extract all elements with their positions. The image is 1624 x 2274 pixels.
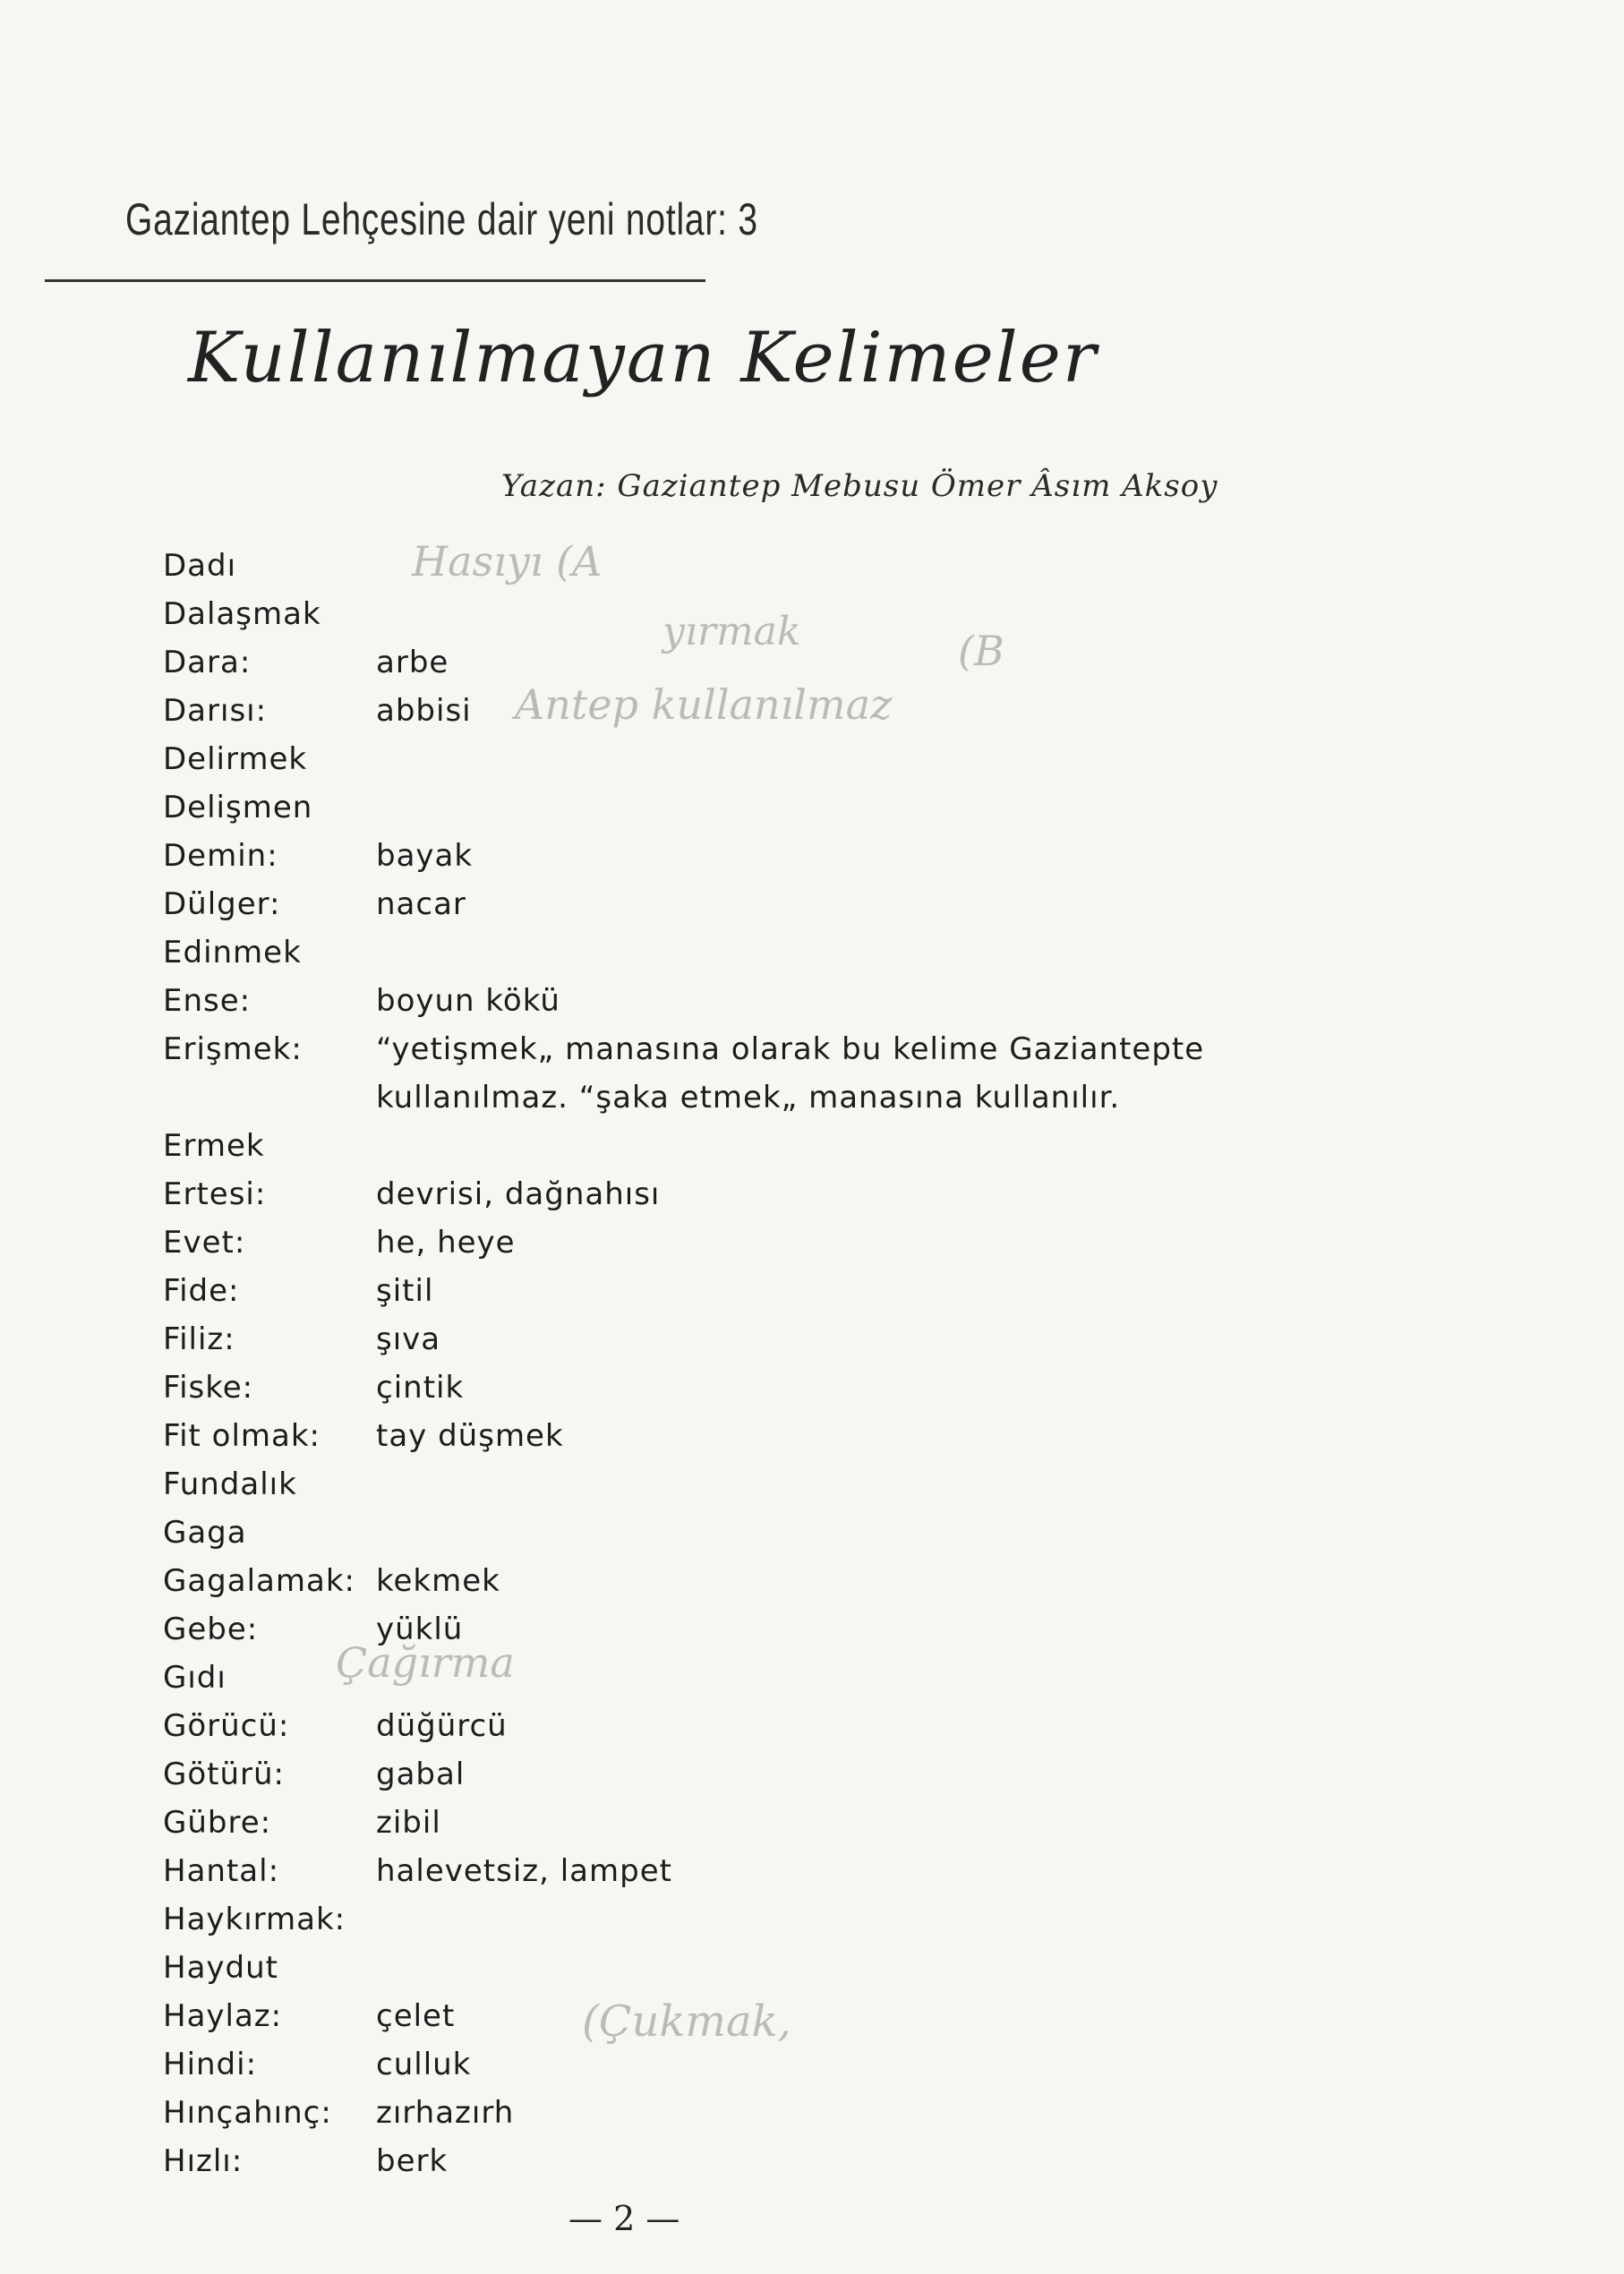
handwritten-note: (B <box>958 627 1004 675</box>
series-header: Gaziantep Lehçesine dair yeni notlar: 3 <box>125 194 758 244</box>
entry-term: Ermek <box>163 1128 265 1164</box>
entry-term: Ense: <box>163 983 252 1019</box>
word-entry <box>163 1460 1327 1509</box>
page-number: — 2 — <box>568 2199 680 2238</box>
word-list <box>163 542 1327 2185</box>
entry-term: Darısı: <box>163 693 268 729</box>
word-entry <box>163 1267 1327 1315</box>
entry-term: Gıdı <box>163 1660 227 1696</box>
handwritten-note: Hasıyı (A <box>412 537 603 586</box>
entry-term: Fit olmak: <box>163 1418 321 1454</box>
entry-meaning: düğürcü <box>376 1708 508 1744</box>
word-entry <box>163 542 1327 590</box>
entry-term: Evet: <box>163 1225 246 1261</box>
word-entry <box>163 2089 1327 2137</box>
word-entry <box>163 1895 1327 1944</box>
entry-term: Erişmek: <box>163 1031 303 1067</box>
handwritten-note: Çağırma <box>336 1638 515 1687</box>
entry-meaning: abbisi <box>376 693 472 729</box>
entry-meaning: he, heye <box>376 1225 516 1261</box>
entry-term: Demin: <box>163 838 278 874</box>
entry-meaning: çintik <box>376 1370 465 1406</box>
entry-term: Götürü: <box>163 1757 286 1792</box>
entry-meaning: bayak <box>376 838 474 874</box>
entry-meaning: kekmek <box>376 1563 500 1599</box>
entry-meaning: berk <box>376 2143 449 2179</box>
entry-meaning: boyun kökü <box>376 983 560 1019</box>
entry-term: Gagalamak: <box>163 1563 355 1599</box>
entry-meaning: çelet <box>376 1998 456 2034</box>
word-entry <box>163 1750 1327 1799</box>
word-entry <box>163 928 1327 977</box>
article-title: Kullanılmayan Kelimeler <box>188 318 1098 398</box>
entry-meaning: gabal <box>376 1757 466 1792</box>
entry-term: Gaga <box>163 1515 247 1551</box>
entry-meaning: tay düşmek <box>376 1418 564 1454</box>
entry-term: Delişmen <box>163 790 313 825</box>
entry-term: Hızlı: <box>163 2143 244 2179</box>
entry-term: Fide: <box>163 1273 240 1309</box>
word-entry <box>163 735 1327 783</box>
entry-term: Dadı <box>163 548 237 584</box>
entry-term: Gübre: <box>163 1805 272 1841</box>
entry-term: Hindi: <box>163 2047 258 2082</box>
word-entry <box>163 783 1327 832</box>
word-entry <box>163 1412 1327 1460</box>
entry-meaning: devrisi, dağnahısı <box>376 1176 661 1212</box>
word-entry <box>163 1847 1327 1895</box>
handwritten-note: yırmak <box>662 609 801 654</box>
entry-meaning: culluk <box>376 2047 472 2082</box>
author-byline: Yazan: Gaziantep Mebusu Ömer Âsım Aksoy <box>501 468 1218 504</box>
entry-term: Edinmek <box>163 935 302 970</box>
entry-meaning: arbe <box>376 645 449 680</box>
entry-term: Haylaz: <box>163 1998 283 2034</box>
entry-meaning: zibil <box>376 1805 441 1841</box>
word-entry <box>163 1364 1327 1412</box>
word-entry <box>163 1557 1327 1605</box>
entry-term: Haydut <box>163 1950 278 1986</box>
word-entry <box>163 1702 1327 1750</box>
word-entry <box>163 1315 1327 1364</box>
word-entry <box>163 1509 1327 1557</box>
entry-term: Dara: <box>163 645 252 680</box>
header-rule <box>45 279 705 282</box>
entry-term: Fundalık <box>163 1466 297 1502</box>
entry-term: Gebe: <box>163 1611 259 1647</box>
entry-meaning: halevetsiz, lampet <box>376 1853 672 1889</box>
handwritten-note: Antep kullanılmaz <box>515 680 893 729</box>
entry-meaning: zırhazırh <box>376 2095 515 2131</box>
word-entry <box>163 2040 1327 2089</box>
entry-meaning: şitil <box>376 1273 434 1309</box>
entry-meaning: “yetişmek„ manasına olarak bu kelime Gaziantepte kullanılmaz. “şaka etmek„ manasına kullanılır. <box>376 1031 1205 1116</box>
word-entry <box>163 1122 1327 1170</box>
entry-meaning: yüklü <box>376 1611 464 1647</box>
entry-term: Delirmek <box>163 741 308 777</box>
entry-term: Dalaşmak <box>163 596 321 632</box>
word-entry <box>163 977 1327 1025</box>
word-entry <box>163 1944 1327 1992</box>
word-entry <box>163 1218 1327 1267</box>
entry-meaning: şıva <box>376 1321 441 1357</box>
word-entry <box>163 880 1327 928</box>
entry-meaning: nacar <box>376 886 466 922</box>
word-entry <box>163 1025 1327 1122</box>
word-entry <box>163 1170 1327 1218</box>
handwritten-note: (Çukmak, <box>582 1996 791 2047</box>
entry-term: Dülger: <box>163 886 281 922</box>
entry-term: Haykırmak: <box>163 1902 346 1937</box>
entry-term: Ertesi: <box>163 1176 267 1212</box>
entry-term: Filiz: <box>163 1321 235 1357</box>
entry-term: Fiske: <box>163 1370 254 1406</box>
word-entry <box>163 1799 1327 1847</box>
word-entry <box>163 832 1327 880</box>
entry-term: Hınçahınç: <box>163 2095 332 2131</box>
entry-term: Görücü: <box>163 1708 290 1744</box>
word-entry <box>163 2137 1327 2185</box>
entry-term: Hantal: <box>163 1853 280 1889</box>
